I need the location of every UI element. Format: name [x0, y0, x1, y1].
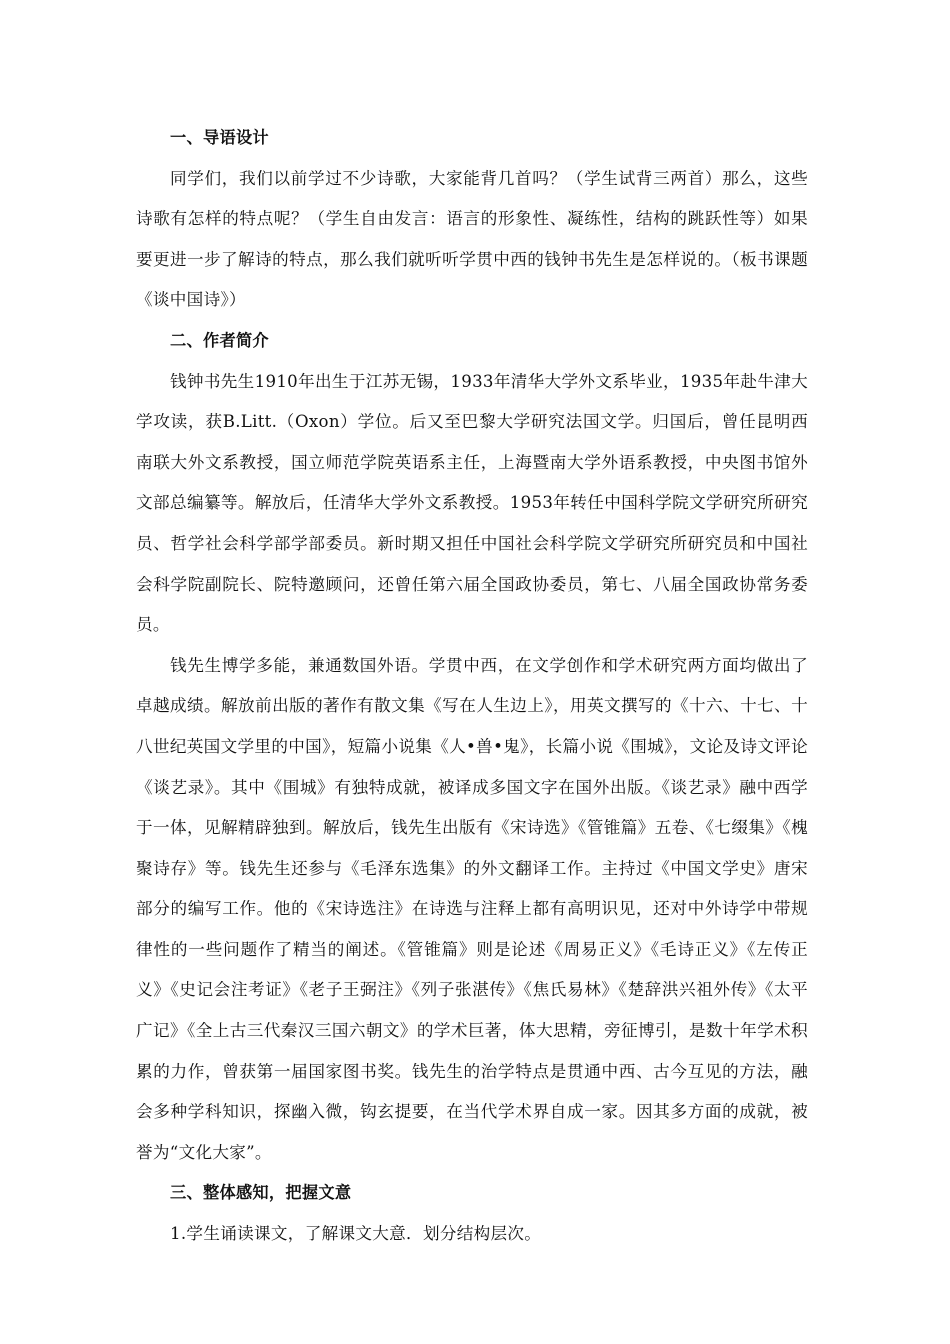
- document-page: [136, 118, 808, 1255]
- paragraph-author-bio: 钱钟书先生1910年出生于江苏无锡，1933年清华大学外文系毕业，1935年赴牛津大学攻读，获B.Litt.（Oxon）学位。后又至巴黎大学研究法国文学。归国后，曾任昆明西南联大外文系教授，国立师范学院英语系主任，上海暨南大学外语系教授，中央图书馆外文部总编纂等。解放后，任清华大学外文系教授。1953年转任中国科学院文学研究所研究员、哲学社会科学部学部委员。新时期又担任中国社会科学院文学研究所研究员和中国社会科学院副院长、院特邀顾问，还曾任第六届全国政协委员，第七、八届全国政协常务委员。: [136, 371, 808, 635]
- paragraph-intro: 同学们，我们以前学过不少诗歌，大家能背几首吗？（学生试背三两首）那么，这些诗歌有怎样的特点呢？（学生自由发言：语言的形象性、凝练性，结构的跳跃性等）如果要更进一步了解诗的特点，那么我们就听听学贯中西的钱钟书先生是怎样说的。（板书课题《谈中国诗》）: [136, 168, 808, 310]
- section-heading-intro: 一、导语设计: [170, 128, 269, 147]
- section-heading-overview: 三、整体感知，把握文意: [170, 1183, 352, 1203]
- paragraph-author-works: 钱先生博学多能，兼通数国外语。学贯中西，在文学创作和学术研究两方面均做出了卓越成绩。解放前出版的著作有散文集《写在人生边上》，用英文撰写的《十六、十七、十八世纪英国文学里的中国》，短篇小说集《人•兽•鬼》，长篇小说《围城》，文论及诗文评论《谈艺录》。其中《围城》有独特成就，被译成多国文字在国外出版。《谈艺录》融中西学于一体，见解精辟独到。解放后，钱先生出版有《宋诗选》《管锥篇》五卷、《七缀集》《槐聚诗存》等。钱先生还参与《毛泽东选集》的外文翻译工作。主持过《中国文学史》唐宋部分的编写工作。他的《宋诗选注》在诗选与注释上都有高明识见，还对中外诗学中带规律性的一些问题作了精当的阐述。《管锥篇》则是论述《周易正义》《毛诗正义》《左传正义》《史记会注考证》《老子王弼注》《列子张湛传》《焦氏易林》《楚辞洪兴祖外传》《太平广记》《全上古三代秦汉三国六朝文》的学术巨著，体大思精，旁征博引，是数十年学术积累的力作，曾获第一届国家图书奖。钱先生的治学特点是贯通中西、古今互见的方法，融会多种学科知识，探幽入微，钩玄提要，在当代学术界自成一家。因其多方面的成就，被誉为“文化大家”。: [136, 655, 808, 1162]
- section-heading-author: 二、作者简介: [170, 330, 269, 350]
- list-item-step-1: 1.学生诵读课文，了解课文大意．划分结构层次。: [170, 1224, 542, 1244]
